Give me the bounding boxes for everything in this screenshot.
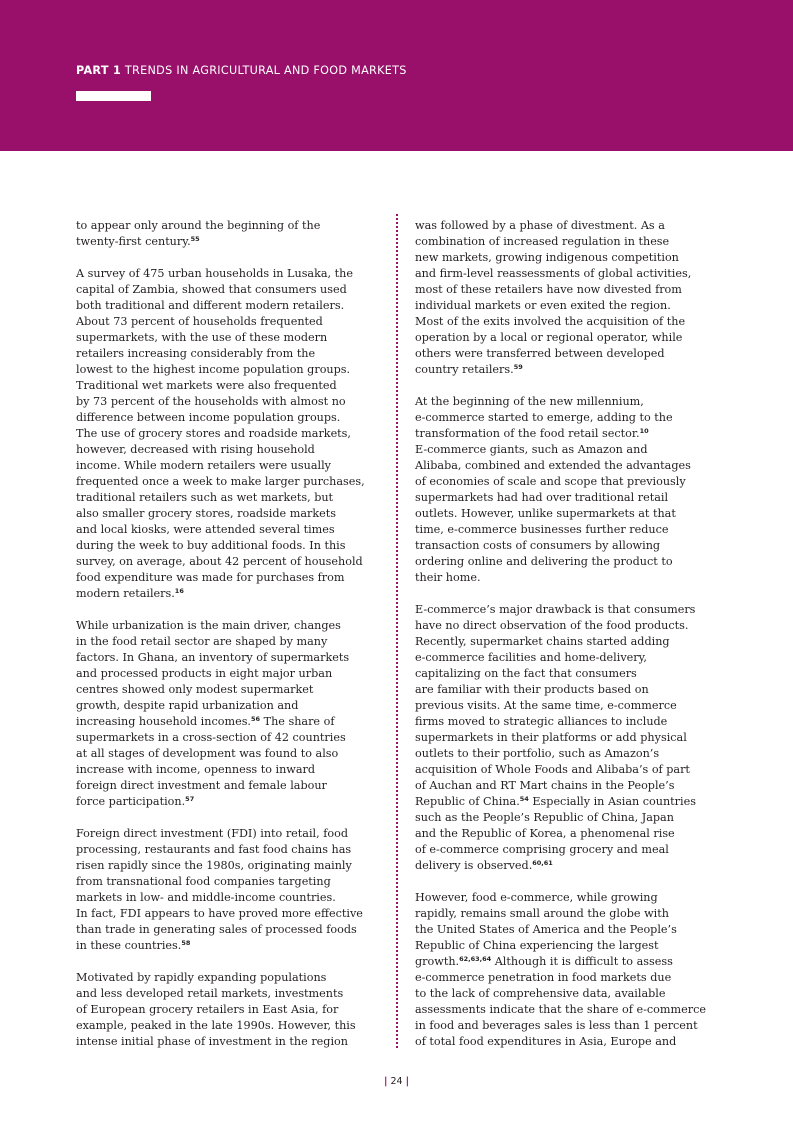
paragraph bbox=[415, 394, 720, 586]
header-accent-bar bbox=[76, 91, 151, 101]
text-line: outlets to their portfolio, such as Amazon’s bbox=[415, 747, 660, 760]
text-line: e-commerce facilities and home-delivery, bbox=[415, 651, 647, 664]
text-line: ordering online and delivering the product to bbox=[415, 555, 673, 568]
text-line: Republic of China.$^{54}$ Especially in Asian countries bbox=[415, 795, 696, 808]
text-line: traditional retailers such as wet markets, but bbox=[76, 491, 334, 504]
text-line: in the food retail sector are shaped by many bbox=[76, 635, 328, 648]
text-line: factors. In Ghana, an inventory of supermarkets bbox=[76, 651, 350, 664]
text-line: country retailers.$^{59}$ bbox=[415, 363, 523, 376]
page-number: 24 bbox=[390, 1076, 403, 1087]
text-line: firms moved to strategic alliances to include bbox=[415, 715, 668, 728]
footnote-ref: 54 bbox=[519, 795, 529, 803]
text-line: supermarkets had had over traditional retail bbox=[415, 491, 669, 504]
text-line: food expenditure was made for purchases from bbox=[76, 571, 345, 584]
text-line: survey, on average, about 42 percent of household bbox=[76, 555, 363, 568]
left-column bbox=[76, 218, 380, 1066]
right-column bbox=[415, 218, 720, 1066]
text-line: also smaller grocery stores, roadside markets bbox=[76, 507, 336, 520]
text-line: Republic of China experiencing the largest bbox=[415, 939, 659, 952]
text-line: retailers increasing considerably from the bbox=[76, 347, 316, 360]
text-line: e-commerce started to emerge, adding to the bbox=[415, 411, 673, 424]
text-line: increasing household incomes.$^{56}$ The share of bbox=[76, 715, 335, 728]
text-line: A survey of 475 urban households in Lusaka, the bbox=[76, 267, 353, 280]
header-band bbox=[0, 0, 793, 151]
text-line: and the Republic of Korea, a phenomenal rise bbox=[415, 827, 675, 840]
paragraph bbox=[76, 218, 380, 250]
text-line: Foreign direct investment (FDI) into retail, food bbox=[76, 827, 349, 840]
text-line: delivery is observed.$^{60,61}$ bbox=[415, 859, 553, 872]
text-line: supermarkets, with the use of these modern bbox=[76, 331, 328, 344]
text-line: their home. bbox=[415, 571, 481, 584]
text-line: and firm-level reassessments of global activities, bbox=[415, 267, 692, 280]
text-line: new markets, growing indigenous competition bbox=[415, 251, 679, 264]
text-line: and less developed retail markets, investments bbox=[76, 987, 344, 1000]
text-line: most of these retailers have now divested from bbox=[415, 283, 682, 296]
paragraph bbox=[76, 618, 380, 810]
text-line: Most of the exits involved the acquisition of the bbox=[415, 315, 686, 328]
page-footer bbox=[0, 1076, 793, 1087]
text-line: individual markets or even exited the region. bbox=[415, 299, 671, 312]
text-line: to the lack of comprehensive data, available bbox=[415, 987, 666, 1000]
text-line: of Auchan and RT Mart chains in the People’s bbox=[415, 779, 675, 792]
text-line: of European grocery retailers in East Asia, for bbox=[76, 1003, 339, 1016]
footer-divider-left: | bbox=[383, 1076, 388, 1087]
footer-divider-right: | bbox=[405, 1076, 410, 1087]
text-line: twenty-first century.$^{55}$ bbox=[76, 235, 200, 248]
footnote-ref: 60,61 bbox=[532, 859, 553, 867]
text-line: The use of grocery stores and roadside markets, bbox=[76, 427, 351, 440]
text-line: Recently, supermarket chains started adding bbox=[415, 635, 670, 648]
footnote-ref: 59 bbox=[513, 363, 523, 371]
footnote-ref: 16 bbox=[174, 587, 184, 595]
paragraph bbox=[415, 218, 720, 378]
text-line: While urbanization is the main driver, changes bbox=[76, 619, 341, 632]
text-line: both traditional and different modern retailers. bbox=[76, 299, 345, 312]
footnote-ref: 55 bbox=[190, 235, 200, 243]
text-line: capitalizing on the fact that consumers bbox=[415, 667, 637, 680]
text-line: increase with income, openness to inward bbox=[76, 763, 316, 776]
paragraph bbox=[415, 602, 720, 874]
text-line: growth, despite rapid urbanization and bbox=[76, 699, 299, 712]
text-line: of e-commerce comprising grocery and meal bbox=[415, 843, 669, 856]
text-line: About 73 percent of households frequented bbox=[76, 315, 323, 328]
text-line: previous visits. At the same time, e-commerce bbox=[415, 699, 677, 712]
text-line: foreign direct investment and female labour bbox=[76, 779, 327, 792]
text-line: however, decreased with rising household bbox=[76, 443, 315, 456]
text-line: during the week to buy additional foods. In this bbox=[76, 539, 346, 552]
text-line: At the beginning of the new millennium, bbox=[415, 395, 644, 408]
text-line: example, peaked in the late 1990s. However, this bbox=[76, 1019, 356, 1032]
text-line: at all stages of development was found to also bbox=[76, 747, 339, 760]
text-line: centres showed only modest supermarket bbox=[76, 683, 314, 696]
text-line: operation by a local or regional operator, while bbox=[415, 331, 683, 344]
text-line: are familiar with their products based on bbox=[415, 683, 649, 696]
text-line: markets in low- and middle-income countries. bbox=[76, 891, 336, 904]
text-line: E-commerce giants, such as Amazon and bbox=[415, 443, 648, 456]
text-line: in food and beverages sales is less than 1 percent bbox=[415, 1019, 698, 1032]
part-number: PART 1 bbox=[76, 64, 122, 77]
column-divider bbox=[396, 214, 398, 1048]
text-line: such as the People’s Republic of China, Japan bbox=[415, 811, 674, 824]
text-line: supermarkets in their platforms or add physical bbox=[415, 731, 687, 744]
part-title: TRENDS IN AGRICULTURAL AND FOOD MARKETS bbox=[124, 64, 407, 77]
text-line: capital of Zambia, showed that consumers used bbox=[76, 283, 347, 296]
text-line: acquisition of Whole Foods and Alibaba’s of part bbox=[415, 763, 690, 776]
text-line: frequented once a week to make larger purchases, bbox=[76, 475, 365, 488]
text-line: of economies of scale and scope that previously bbox=[415, 475, 686, 488]
paragraph bbox=[76, 970, 380, 1050]
text-line: supermarkets in a cross-section of 42 countries bbox=[76, 731, 346, 744]
text-line: combination of increased regulation in these bbox=[415, 235, 670, 248]
text-line: growth.$^{62,63,64}$ Although it is difficult to assess bbox=[415, 955, 673, 968]
text-line: e-commerce penetration in food markets due bbox=[415, 971, 672, 984]
text-line: risen rapidly since the 1980s, originating mainly bbox=[76, 859, 352, 872]
text-line: to appear only around the beginning of the bbox=[76, 219, 321, 232]
text-line: E-commerce’s major drawback is that consumers bbox=[415, 603, 696, 616]
text-line: time, e-commerce businesses further reduce bbox=[415, 523, 669, 536]
text-line: transaction costs of consumers by allowing bbox=[415, 539, 661, 552]
text-line: have no direct observation of the food products. bbox=[415, 619, 689, 632]
text-line: Alibaba, combined and extended the advantages bbox=[415, 459, 691, 472]
text-line: the United States of America and the People’s bbox=[415, 923, 677, 936]
text-line: outlets. However, unlike supermarkets at that bbox=[415, 507, 676, 520]
text-line: rapidly, remains small around the globe with bbox=[415, 907, 669, 920]
text-line: Traditional wet markets were also frequented bbox=[76, 379, 337, 392]
text-line: Motivated by rapidly expanding populations bbox=[76, 971, 327, 984]
text-line: in these countries.$^{58}$ bbox=[76, 939, 191, 952]
text-line: by 73 percent of the households with almost no bbox=[76, 395, 346, 408]
footnote-ref: 57 bbox=[185, 795, 195, 803]
footnote-ref: 10 bbox=[639, 427, 649, 435]
text-line: lowest to the highest income population groups. bbox=[76, 363, 351, 376]
text-line: and local kiosks, were attended several times bbox=[76, 523, 335, 536]
paragraph bbox=[415, 890, 720, 1050]
text-line: assessments indicate that the share of e-commerce bbox=[415, 1003, 706, 1016]
text-line: income. While modern retailers were usually bbox=[76, 459, 331, 472]
text-line: and processed products in eight major urban bbox=[76, 667, 333, 680]
text-line: modern retailers.$^{16}$ bbox=[76, 587, 184, 600]
text-line: difference between income population groups. bbox=[76, 411, 341, 424]
text-line: others were transferred between developed bbox=[415, 347, 665, 360]
text-line: force participation.$^{57}$ bbox=[76, 795, 195, 808]
text-line: intense initial phase of investment in the region bbox=[76, 1035, 348, 1048]
text-line: In fact, FDI appears to have proved more effective bbox=[76, 907, 363, 920]
section-label bbox=[76, 64, 407, 77]
footnote-ref: 56 bbox=[251, 715, 261, 723]
footnote-ref: 62,63,64 bbox=[459, 955, 492, 963]
text-line: processing, restaurants and fast food chains has bbox=[76, 843, 352, 856]
text-line: than trade in generating sales of processed foods bbox=[76, 923, 357, 936]
text-line: from transnational food companies targeting bbox=[76, 875, 331, 888]
text-line: However, food e-commerce, while growing bbox=[415, 891, 658, 904]
footnote-ref: 58 bbox=[181, 939, 191, 947]
text-line: was followed by a phase of divestment. As a bbox=[415, 219, 665, 232]
text-line: of total food expenditures in Asia, Europe and bbox=[415, 1035, 677, 1048]
text-line: transformation of the food retail sector.$^{10}$ bbox=[415, 427, 649, 440]
paragraph bbox=[76, 826, 380, 954]
paragraph bbox=[76, 266, 380, 602]
